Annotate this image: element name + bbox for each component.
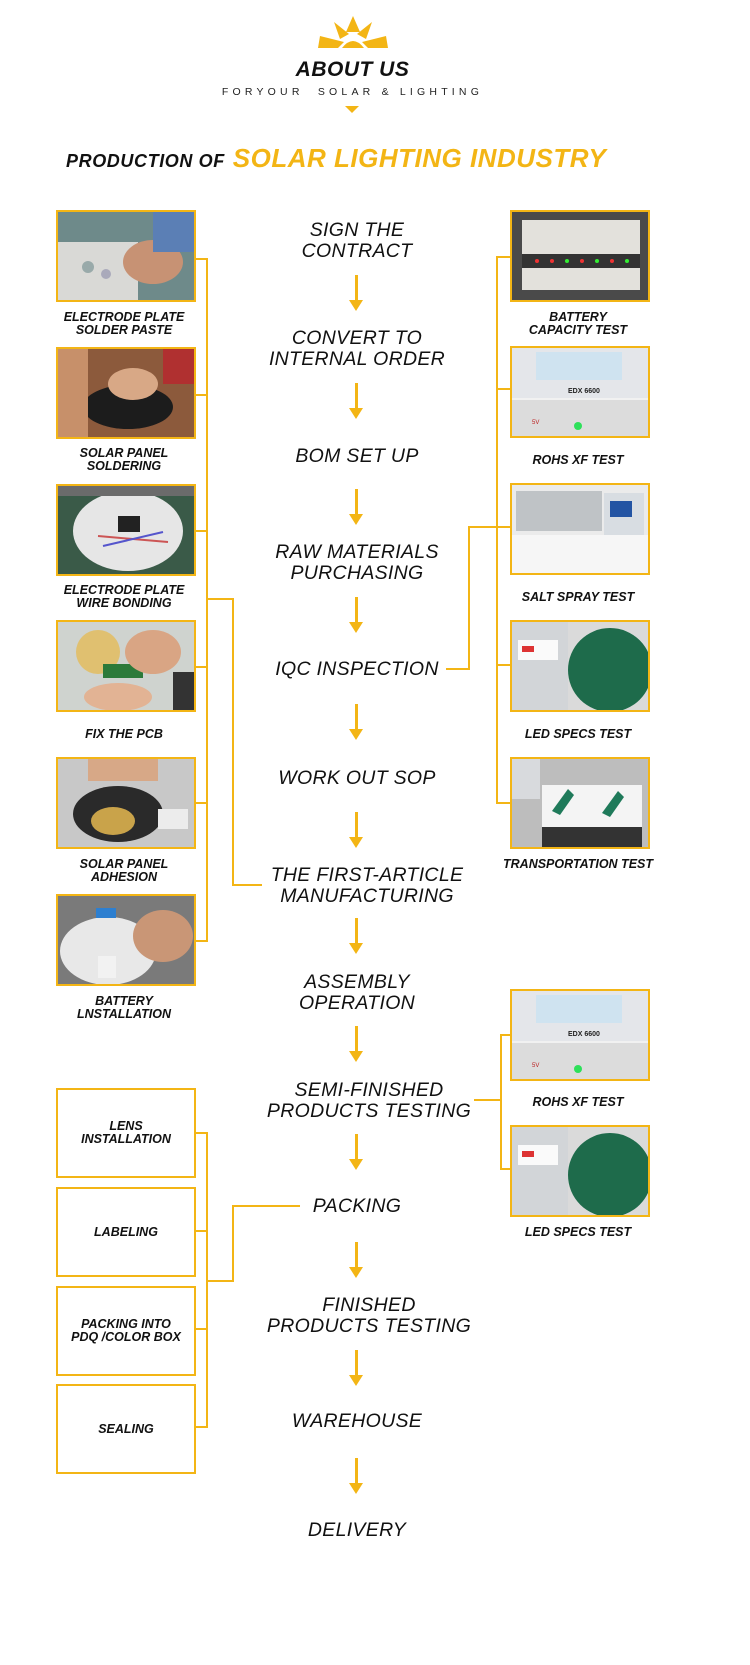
caption-solar-panel-soldering: SOLAR PANEL SOLDERING	[79, 446, 169, 473]
photo-led-specs-test	[510, 620, 650, 712]
down-arrow-icon	[349, 1350, 363, 1388]
down-arrow-icon	[349, 275, 363, 313]
down-arrow-icon	[349, 1458, 363, 1496]
caption-battery-installation: BATTERY LNSTALLATION	[77, 994, 171, 1021]
photo-electrode-solder-paste	[56, 210, 196, 302]
packing-box-lens-installation: LENS INSTALLATION	[56, 1088, 196, 1178]
section-heading	[66, 143, 606, 174]
photo-solar-panel-soldering	[56, 347, 196, 439]
down-arrow-icon	[349, 1134, 363, 1172]
down-triangle-icon	[345, 106, 359, 114]
caption-electrode-wire-bonding: ELECTRODE PLATE WIRE BONDING	[63, 583, 185, 610]
step-warehouse: WAREHOUSE	[291, 1410, 423, 1432]
photo-transportation-test	[510, 757, 650, 849]
photo-semi-rohs-xf-test	[510, 989, 650, 1081]
photo-semi-led-specs-test	[510, 1125, 650, 1217]
voltage-label: 5V	[532, 420, 540, 426]
spectrometer-label: EDX 6600	[568, 1031, 600, 1038]
caption-solar-panel-adhesion: SOLAR PANEL ADHESION	[79, 857, 169, 884]
caption-electrode-solder-paste: ELECTRODE PLATE SOLDER PASTE	[63, 310, 185, 337]
step-packing: PACKING	[312, 1195, 402, 1217]
heading-prefix: PRODUCTION OF	[66, 151, 225, 171]
down-arrow-icon	[349, 597, 363, 635]
packing-box-labeling: LABELING	[56, 1187, 196, 1277]
caption-led-specs-test: LED SPECS TEST	[524, 727, 632, 741]
step-bom-setup: BOM SET UP	[295, 445, 419, 467]
step-sign-contract: SIGN THE CONTRACT	[301, 219, 413, 262]
photo-battery-installation	[56, 894, 196, 986]
about-us-title: ABOUT US	[295, 58, 410, 81]
step-raw-materials: RAW MATERIALS PURCHASING	[275, 541, 439, 584]
caption-semi-led-specs-test: LED SPECS TEST	[524, 1225, 632, 1239]
step-delivery: DELIVERY	[307, 1519, 407, 1541]
step-assembly: ASSEMBLY OPERATION	[298, 971, 416, 1014]
caption-transportation-test: TRANSPORTATION TEST	[503, 857, 653, 871]
photo-salt-spray-test	[510, 483, 650, 575]
down-arrow-icon	[349, 489, 363, 527]
step-semi-finished: SEMI-FINISHED PRODUCTS TESTING	[266, 1079, 472, 1122]
company-subtitle: FORYOUR SOLAR & LIGHTING	[221, 86, 484, 98]
packing-box-pdq-color-box: PACKING INTO PDQ /COLOR BOX	[56, 1286, 196, 1376]
down-arrow-icon	[349, 383, 363, 421]
step-finished-testing: FINISHED PRODUCTS TESTING	[266, 1294, 472, 1337]
step-iqc-inspection: IQC INSPECTION	[275, 658, 439, 680]
photo-fix-the-pcb	[56, 620, 196, 712]
down-arrow-icon	[349, 1026, 363, 1064]
caption-semi-rohs-xf-test: ROHS XF TEST	[532, 1095, 624, 1109]
heading-highlight: SOLAR LIGHTING INDUSTRY	[232, 143, 607, 173]
photo-battery-capacity-test	[510, 210, 650, 302]
caption-fix-the-pcb: FIX THE PCB	[85, 727, 163, 741]
down-arrow-icon	[349, 704, 363, 742]
down-arrow-icon	[349, 918, 363, 956]
down-arrow-icon	[349, 812, 363, 850]
packing-box-sealing: SEALING	[56, 1384, 196, 1474]
spectrometer-label: EDX 6600	[568, 388, 600, 395]
caption-salt-spray-test: SALT SPRAY TEST	[521, 590, 635, 604]
step-convert-order: CONVERT TO INTERNAL ORDER	[268, 327, 446, 370]
caption-battery-capacity-test: BATTERY CAPACITY TEST	[528, 310, 628, 337]
photo-solar-panel-adhesion	[56, 757, 196, 849]
step-first-article: THE FIRST-ARTICLE MANUFACTURING	[270, 864, 464, 907]
down-arrow-icon	[349, 1242, 363, 1280]
photo-electrode-wire-bonding	[56, 484, 196, 576]
caption-rohs-xf-test: ROHS XF TEST	[532, 453, 624, 467]
step-work-out-sop: WORK OUT SOP	[278, 767, 436, 789]
sun-logo-icon	[316, 14, 390, 50]
photo-rohs-xf-test	[510, 346, 650, 438]
voltage-label: 5V	[532, 1063, 540, 1069]
